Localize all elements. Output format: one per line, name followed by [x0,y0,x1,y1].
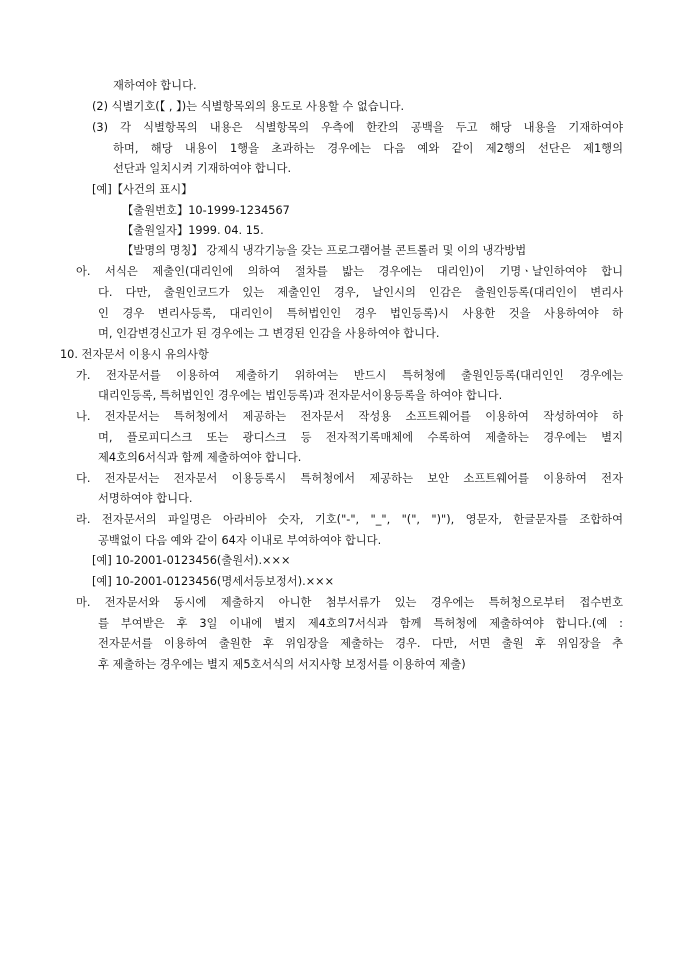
item-3-line-1: (3) 각 식별항목의 내용은 식별항목의 우측에 한칸의 공백을 두고 해당 내용을 기재하여야 [92,121,623,134]
item-ma-line-1: 마. 전자문서와 동시에 제출하지 아니한 첨부서류가 있는 경우에는 특허청으로부터 접수번호 [76,596,623,609]
item-na-line-3: 제4호의6서식과 함께 제출하여야 합니다. [98,451,302,464]
item-ra-line-2: 공백없이 다음 예와 같이 64자 이내로 부여하여야 합니다. [98,534,382,547]
item-ra-example-2: [예] 10-2001-0123456(명세서등보정서).××× [92,575,335,588]
section-10-heading: 10. 전자문서 이용시 유의사항 [60,348,209,361]
item-ga-line-1: 가. 전자문서를 이용하여 제출하기 위하여는 반드시 특허청에 출원인등록(대리인인 경우에는 [76,369,623,382]
item-ma-line-4: 후 제출하는 경우에는 별지 제5호서식의 서지사항 보정서를 이용하여 제출) [98,658,466,671]
item-ah-line-3: 인 경우 변리사등록, 대리인이 특허법인인 경우 법인등록)시 사용한 것을 사용하여야 하 [98,307,623,320]
item-na-line-2: 며, 플로피디스크 또는 광디스크 등 전자적기록매체에 수록하여 제출하는 경우에는 별지 [98,431,623,444]
example-line-1: 【출원번호】10-1999-1234567 [122,204,290,217]
example-heading: [예]【사건의 표시】 [92,183,193,196]
item-ah-line-1: 아. 서식은 제출인(대리인에 의하여 절차를 밟는 경우에는 대리인)이 기명ㆍ날인하여야 합니 [76,265,623,278]
item-3-line-2: 하며, 해당 내용이 1행을 초과하는 경우에는 다음 예와 같이 제2행의 선단은 제1행의 [113,142,623,155]
item-3-line-3: 선단과 일치시켜 기재하여야 합니다. [113,162,292,175]
item-ra-example-1: [예] 10-2001-0123456(출원서).××× [92,554,291,567]
example-line-3: 【발명의 명칭】 강제식 냉각기능을 갖는 프로그램어블 콘트롤러 및 이의 냉각방법 [122,244,527,257]
intro-continuation: 재하여야 합니다. [113,79,197,92]
item-ma-line-3: 전자문서를 이용하여 출원한 후 위임장을 제출하는 경우. 다만, 서면 출원 후 위임장을 추 [98,637,623,650]
item-ah-line-4: 며, 인감변경신고가 된 경우에는 그 변경된 인감을 사용하여야 합니다. [98,327,440,340]
item-ah-line-2: 다. 다만, 출원인코드가 있는 제출인인 경우, 날인시의 인감은 출원인등록(대리인이 변리사 [98,286,623,299]
item-2: (2) 식별기호(【 , 】)는 식별항목외의 용도로 사용할 수 없습니다. [92,100,405,113]
item-ra-line-1: 라. 전자문서의 파일명은 아라비아 숫자, 기호("-", "_", "(", ")"), 영문자, 한글문자를 조합하여 [76,513,623,526]
item-da-line-1: 다. 전자문서는 전자문서 이용등록시 특허청에서 제공하는 보안 소프트웨어를 이용하여 전자 [76,472,623,485]
item-na-line-1: 나. 전자문서는 특허청에서 제공하는 전자문서 작성용 소프트웨어를 이용하여 작성하여야 하 [76,410,623,423]
item-da-line-2: 서명하여야 합니다. [98,492,193,505]
item-ma-line-2: 를 부여받은 후 3일 이내에 별지 제4호의7서식과 함께 특허청에 제출하여야 합니다.(예 : [98,617,623,630]
item-ga-line-2: 대리인등록, 특허법인인 경우에는 법인등록)과 전자문서이용등록을 하여야 합니다. [98,389,503,402]
example-line-2: 【출원일자】1999. 04. 15. [122,224,264,237]
